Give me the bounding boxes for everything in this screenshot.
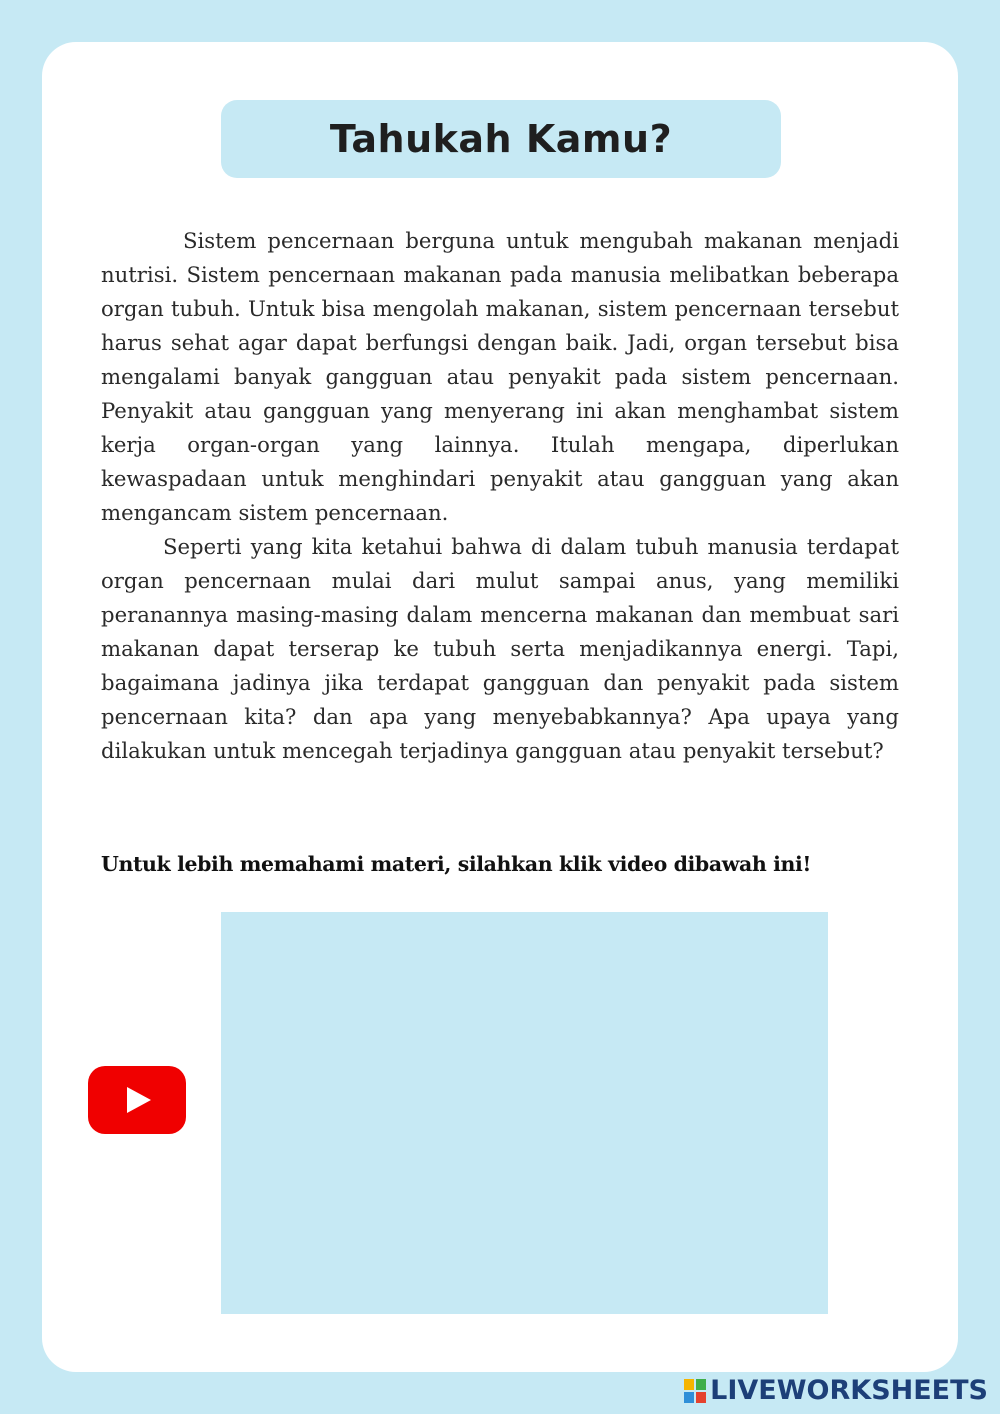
video-placeholder[interactable] xyxy=(221,912,828,1314)
paragraph-2: Seperti yang kita ketahui bahwa di dalam tubuh manusia terdapat organ pencernaan mulai dari mulut sampai anus, yang memiliki peranannya masing-masing dalam mencerna makanan dan membuat sari makanan dapat terserap ke tubuh serta menjadikannya energi. Tapi, bagaimana jadinya jika terdapat gangguan dan penyakit pada sistem pencernaan kita? dan apa yang menyebabkannya? Apa upaya yang dilakukan untuk mencegah terjadinya gangguan atau penyakit tersebut? xyxy=(101,534,899,763)
video-instruction: Untuk lebih memahami materi, silahkan klik video dibawah ini! xyxy=(101,852,811,876)
page-title: Tahukah Kamu? xyxy=(329,117,673,161)
logo-text: LIVEWORKSHEETS xyxy=(710,1375,988,1406)
youtube-play-icon[interactable] xyxy=(88,1066,186,1134)
liveworksheets-logo xyxy=(684,1375,988,1406)
live-logo-icon xyxy=(684,1379,706,1403)
body-text xyxy=(101,224,899,768)
paragraph-1: Sistem pencernaan berguna untuk mengubah makanan menjadi nutrisi. Sistem pencernaan makanan pada manusia melibatkan beberapa organ tubuh. Untuk bisa mengolah makanan, sistem pencernaan tersebut harus sehat agar dapat berfungsi dengan baik. Jadi, organ tersebut bisa mengalami banyak gangguan atau penyakit pada sistem pencernaan. Penyakit atau gangguan yang menyerang ini akan menghambat sistem kerja organ-organ yang lainnya. Itulah mengapa, diperlukan kewaspadaan untuk menghindari penyakit atau gangguan yang akan mengancam sistem pencernaan. xyxy=(101,228,899,525)
title-banner xyxy=(221,100,781,178)
